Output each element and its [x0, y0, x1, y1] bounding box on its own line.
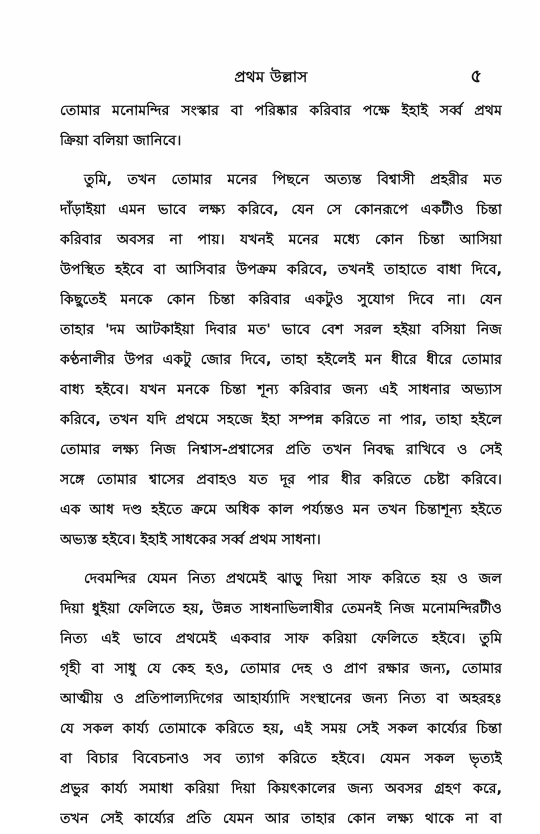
text-line: ক্রিয়া বলিয়া জানিবে। [60, 133, 182, 149]
text-line: তখন সেই কার্য্যের প্রতি যেমন আর তাহার কোন লক্ষ্য থাকে না বা [60, 811, 502, 827]
text-line: করিবার অবসর না পায়। যখনই মনের মধ্যে কোন চিন্তা আসিয়া [60, 232, 502, 248]
body-text [60, 96, 502, 834]
page-number: ৫ [470, 66, 482, 87]
text-line: দিয়া ধুইয়া ফেলিতে হয়, উন্নত সাধনাভিলাষীর তেমনই নিজ মনোমন্দিরটীও [60, 601, 502, 617]
text-line: এক আধ দণ্ড হইতে ক্রমে অধিক কাল পর্য্যন্তও মন তখন চিন্তাশূন্য হইতে [60, 502, 502, 518]
text-line: উপস্থিত হইবে বা আসিবার উপক্রম করিবে, তখনই তাহাতে বাধা দিবে, [60, 262, 502, 278]
paragraph [60, 165, 502, 555]
paragraph [60, 96, 502, 156]
text-line: তোমার লক্ষ্য নিজ নিশ্বাস-প্রশ্বাসের প্রতি তখন নিবদ্ধ রাখিবে ও সেই [60, 442, 502, 458]
text-line: বাধ্য হইবে। যখন মনকে চিন্তা শূন্য করিবার জন্য এই সাধনার অভ্যাস [60, 382, 502, 398]
text-line: নিত্য এই ভাবে প্রথমেই একবার সাফ করিয়া ফেলিতে হইবে। তুমি [60, 631, 502, 647]
text-line: তুমি, তখন তোমার মনের পিছনে অত্যন্ত বিশ্বাসী প্রহরীর মত [84, 172, 502, 188]
text-line: তাহার 'দম আটকাইয়া দিবার মত' ভাবে বেশ সরল হইয়া বসিয়া নিজ [60, 322, 502, 338]
text-line: প্রভুর কার্য্য সমাধা করিয়া দিয়া কিয়ৎকালের জন্য অবসর গ্রহণ করে, [60, 781, 502, 797]
text-line: আত্মীয় ও প্রতিপাল্যদিগের আহার্য্যাদি সংস্থানের জন্য নিত্য বা অহরহঃ [60, 691, 502, 707]
text-line: সঙ্গে তোমার শ্বাসের প্রবাহও যত দূর পার ধীর করিতে চেষ্টা করিবে। [60, 472, 502, 488]
text-line: গৃহী বা সাধু যে কেহ হও, তোমার দেহ ও প্রাণ রক্ষার জন্য, তোমার [60, 661, 502, 677]
text-line: দেবমন্দির যেমন নিত্য প্রথমেই ঝাড়ু দিয়া সাফ করিতে হয় ও জল [84, 571, 502, 587]
text-line: তোমার মনোমন্দির সংস্কার বা পরিষ্কার করিবার পক্ষে ইহাই সর্ব্ব প্রথম [60, 103, 502, 119]
text-line: কণ্ঠনালীর উপর একটু জোর দিবে, তাহা হইলেই মন ধীরে ধীরে তোমার [60, 352, 502, 368]
text-line: অভ্যস্ত হইবে। ইহাই সাধকের সর্ব্ব প্রথম সাধনা। [60, 532, 321, 548]
page-header [60, 64, 482, 90]
running-title: প্রথম উল্লাস [234, 68, 308, 86]
text-line: কিছুতেই মনকে কোন চিন্তা করিবার একটুও সুযোগ দিবে না। যেন [60, 292, 502, 308]
text-line: দাঁড়াইয়া এমন ভাবে লক্ষ্য করিবে, যেন সে কোনরূপে একটীও চিন্তা [60, 202, 502, 218]
text-line: করিবে, তখন যদি প্রথমে সহজে ইহা সম্পন্ন করিতে না পার, তাহা হইলে [60, 412, 502, 428]
text-line: বা বিচার বিবেচনাও সব ত্যাগ করিতে হইবে। যেমন সকল ভৃত্যই [60, 751, 502, 767]
paragraph [60, 564, 502, 834]
text-line: যে সকল কার্য্য তোমাকে করিতে হয়, এই সময় সেই সকল কার্য্যের চিন্তা [60, 721, 502, 737]
